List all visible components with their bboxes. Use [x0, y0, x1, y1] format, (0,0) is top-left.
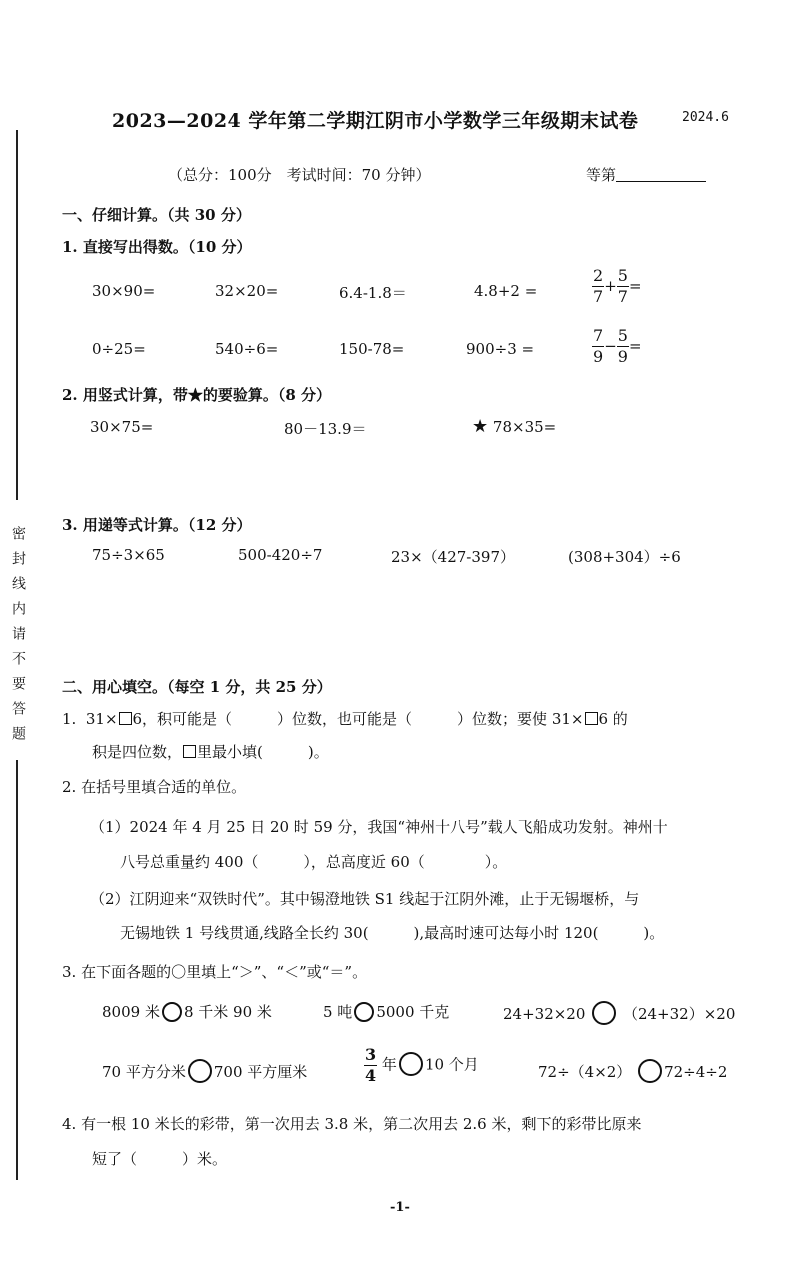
calc-item: 0÷25= [92, 340, 146, 358]
exam-info: （总分：100分 考试时间：70 分钟） [168, 166, 431, 184]
section1-title: 一、仔细计算。（共 30 分） [62, 206, 251, 224]
grade-label: 等第 [586, 166, 617, 184]
calc-item: 900÷3 = [466, 340, 535, 358]
circle-blank [399, 1052, 423, 1076]
vertical-calc-item: 80－13.9＝ [284, 420, 367, 438]
s2-q1-line2: 积是四位数， 里最小填( )。 [92, 743, 329, 761]
compare-item: 70 平方分米 700 平方厘米 [102, 1059, 307, 1083]
compare-item: 5 吨 5000 千克 [323, 1003, 450, 1021]
calc-item: 6.4-1.8＝ [339, 284, 407, 302]
exam-date: 2024.6 [682, 110, 729, 125]
s1-q3-title: 3. 用递等式计算。（12 分） [62, 516, 252, 534]
compare-item: 8009 米 8 千米 90 米 [102, 1003, 272, 1021]
fraction-expression: $\frac{7}{9}$ − $\frac{5}{9}$ = [593, 326, 642, 366]
circle-blank [354, 1002, 374, 1022]
compare-item: 72÷（4×2） 72÷4÷2 [538, 1059, 727, 1083]
s2-q2-p1-line2: 八号总重量约 400（ ），总高度近 60（ ）。 [120, 853, 508, 871]
grade-underline [616, 167, 706, 182]
s2-q2-p2-line1: （2）江阴迎来“双铁时代”。其中锡澄地铁 S1 线起于江阴外滩，止于无锡堰桥，与 [90, 890, 640, 908]
stepwise-item: 23×（427-397） [391, 548, 515, 566]
compare-item: 24+32×20 （24+32）×20 [503, 1001, 735, 1025]
calc-item: 150-78= [339, 340, 405, 358]
stepwise-item: (308+304）÷6 [568, 548, 681, 566]
section2-title: 二、用心填空。（每空 1 分，共 25 分） [62, 678, 332, 696]
circle-blank [188, 1059, 212, 1083]
calc-item: 4.8+2 = [474, 282, 538, 300]
square-box [183, 745, 196, 758]
compare-item: $\frac{3}{4}$ 年 10 个月 [365, 1045, 479, 1085]
binding-line-top [16, 130, 18, 500]
s2-q2-title: 2. 在括号里填合适的单位。 [62, 778, 247, 796]
vertical-calc-item: 30×75= [90, 418, 154, 436]
exam-title: 2023—2024 学年第二学期江阴市小学数学三年级期末试卷 [112, 110, 639, 132]
s2-q3-title: 3. 在下面各题的〇里填上“＞”、“＜”或“＝”。 [62, 963, 368, 981]
s2-q1-line1: 1. 31× 6，积可能是（ ）位数，也可能是（ ）位数；要使 31× 6 的 [62, 710, 628, 728]
s2-q4-line2: 短了（ ）米。 [92, 1150, 228, 1168]
s2-q2-p2-line2: 无锡地铁 1 号线贯通,线路全长约 30( ),最高时速可达每小时 120( )。 [120, 924, 665, 942]
calc-item: 32×20= [215, 282, 279, 300]
s2-q4-line1: 4. 有一根 10 米长的彩带，第一次用去 3.8 米，第二次用去 2.6 米，剩下的彩带比原来 [62, 1115, 642, 1133]
square-box [119, 712, 132, 725]
star-icon: ★ [472, 416, 489, 437]
stepwise-item: 75÷3×65 [92, 546, 165, 564]
s2-q2-p1-line1: （1）2024 年 4 月 25 日 20 时 59 分，我国“神州十八号”载人飞船成功发射。神州十 [90, 818, 668, 836]
calc-item: 540÷6= [215, 340, 279, 358]
circle-blank [162, 1002, 182, 1022]
s1-q1-title: 1. 直接写出得数。（10 分） [62, 238, 252, 256]
circle-blank [592, 1001, 616, 1025]
square-box [585, 712, 598, 725]
fraction-expression: $\frac{2}{7}$ + $\frac{5}{7}$ = [593, 266, 642, 306]
calc-item: 30×90= [92, 282, 156, 300]
grade-field[interactable] [586, 164, 706, 185]
circle-blank [638, 1059, 662, 1083]
s1-q2-title: 2. 用竖式计算，带★的要验算。（8 分） [62, 386, 332, 404]
stepwise-item: 500-420÷7 [238, 546, 323, 564]
vertical-calc-starred: ★ 78×35= [472, 416, 557, 437]
binding-line-bottom [16, 760, 18, 1180]
page-number: -1- [390, 1200, 410, 1215]
seal-warning-text: 密封线内请不要答题 [10, 526, 26, 751]
